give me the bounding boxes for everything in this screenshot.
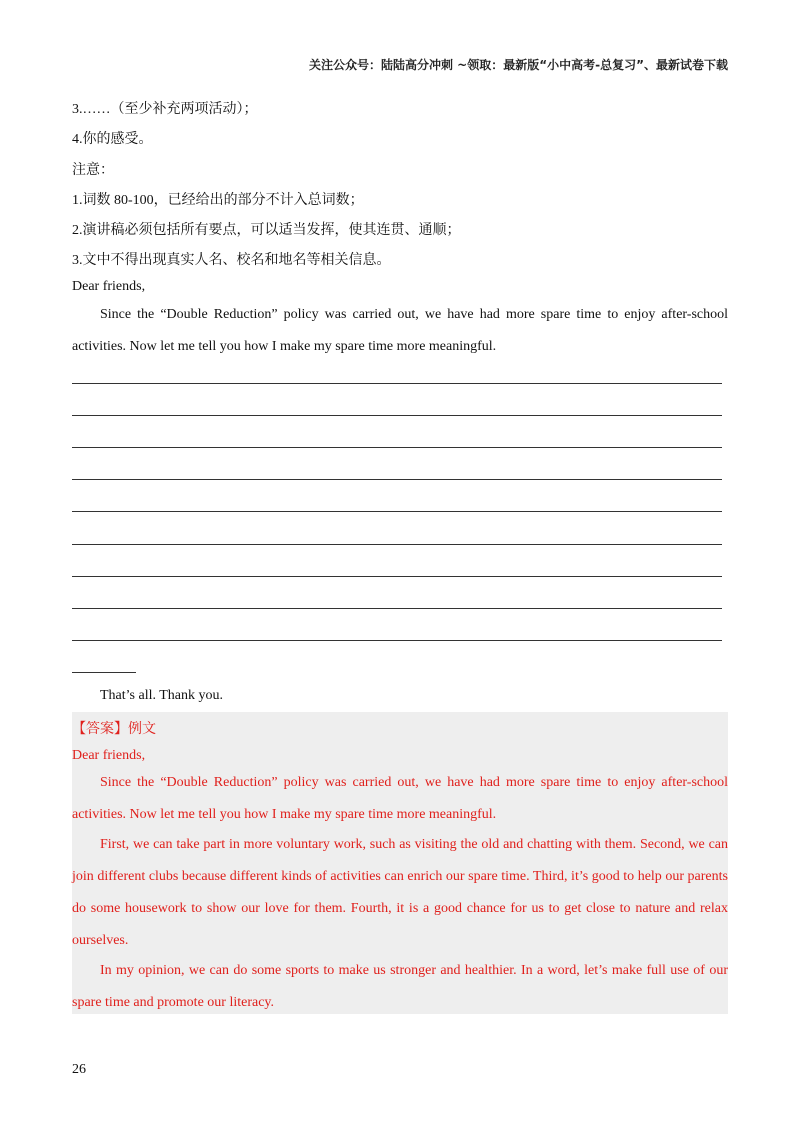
requirement-item-4: 4.你的感受。 [72, 132, 153, 147]
writing-line[interactable] [72, 511, 722, 512]
writing-line[interactable] [72, 447, 722, 448]
writing-line[interactable] [72, 576, 722, 577]
note-item-2: 2.演讲稿必须包括所有要点，可以适当发挥，使其连贯、通顺； [72, 223, 461, 238]
writing-line[interactable] [72, 544, 722, 545]
writing-line-short[interactable] [72, 672, 136, 673]
note-item-1: 1.词数 80-100，已经给出的部分不计入总词数； [72, 193, 364, 208]
note-item-3: 3.文中不得出现真实人名、校名和地名等相关信息。 [72, 253, 391, 268]
page-header: 关注公众号：陆陆高分冲刺 ~领取：最新版“小中高考-总复习”、最新试卷下载 [309, 58, 728, 72]
writing-line[interactable] [72, 479, 722, 480]
answer-paragraph-2: First, we can take part in more voluntary work, such as visiting the old and chatting with them. Second, we can join different clubs because different kinds of activities can enrich our spare time. Third, it’s good to help our parents do some housework to show our love for them. Fourth, it is a good chance for us to get close to nature and relax ourselves. [72, 837, 728, 948]
requirement-item-3: 3.……（至少补充两项活动）； [72, 102, 258, 117]
writing-line[interactable] [72, 415, 722, 416]
letter-salutation: Dear friends, [72, 279, 146, 294]
letter-intro-paragraph: Since the “Double Reduction” policy was carried out, we have had more spare time to enjoy after-school activities. Now let me tell you how I make my spare time more meaningful. [72, 307, 728, 354]
answer-section [72, 712, 728, 1014]
writing-line[interactable] [72, 608, 722, 609]
answer-label: 【答案】例文 [72, 722, 156, 737]
notes-title: 注意： [72, 163, 114, 178]
answer-paragraph-3: In my opinion, we can do some sports to make us stronger and healthier. In a word, let’s make full use of our spare time and promote our literacy. [72, 963, 728, 1010]
writing-line[interactable] [72, 383, 722, 384]
answer-salutation: Dear friends, [72, 748, 146, 763]
letter-closing: That’s all. Thank you. [100, 688, 223, 703]
writing-line[interactable] [72, 640, 722, 641]
answer-paragraph-1: Since the “Double Reduction” policy was carried out, we have had more spare time to enjoy after-school activities. Now let me tell you how I make my spare time more meaningful. [72, 775, 728, 822]
page-number: 26 [72, 1062, 86, 1077]
